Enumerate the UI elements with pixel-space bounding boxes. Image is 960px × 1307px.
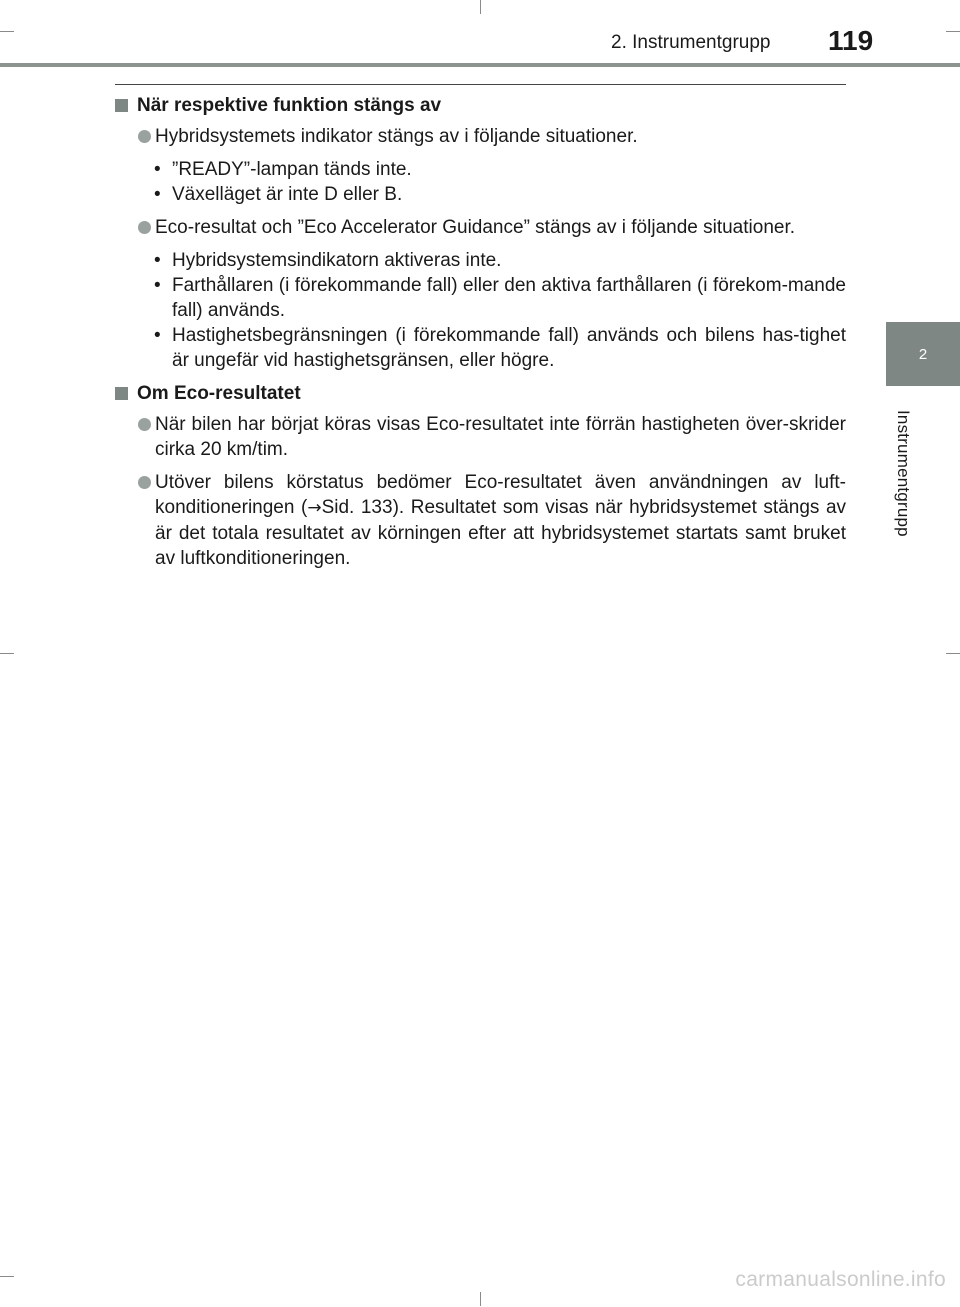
sub-list bbox=[115, 248, 846, 373]
sub-list-item-text: Hastighetsbegränsningen (i förekommande fall) används och bilens has-tighet är ungefär vid hastighetsgränsen, eller högre. bbox=[172, 325, 846, 371]
sub-list-item-text: Växelläget är inte D eller B. bbox=[172, 184, 403, 205]
section-heading bbox=[115, 93, 846, 118]
sub-list bbox=[115, 157, 846, 207]
list-item-text-start: Utöver bilens körstatus bedömer Eco-resultatet även användningen av luft-konditioneringen ( bbox=[155, 472, 846, 518]
header-rule bbox=[0, 63, 960, 67]
sub-list-item-text: Farthållaren (i förekommande fall) eller den aktiva farthållaren (i förekom-mande fall) används. bbox=[172, 275, 846, 321]
crop-mark bbox=[0, 653, 14, 654]
circle-bullet-icon bbox=[138, 476, 151, 489]
section-heading-text: När respektive funktion stängs av bbox=[137, 95, 442, 116]
sub-list-item bbox=[115, 157, 846, 182]
sub-list-item-text: ”READY”-lampan tänds inte. bbox=[172, 159, 412, 180]
crop-mark bbox=[0, 31, 14, 32]
sub-list-item bbox=[115, 323, 846, 373]
sub-list-item bbox=[115, 273, 846, 323]
section-title: 2. Instrumentgrupp bbox=[611, 32, 771, 53]
chapter-tab-number: 2 bbox=[918, 346, 928, 363]
chapter-tab[interactable] bbox=[886, 322, 960, 386]
sub-list-item bbox=[115, 182, 846, 207]
list-item-text: Hybridsystemets indikator stängs av i följande situationer. bbox=[155, 126, 638, 147]
circle-bullet-icon bbox=[138, 221, 151, 234]
crop-mark bbox=[480, 0, 481, 14]
bullet-icon: • bbox=[154, 159, 161, 180]
bullet-icon: • bbox=[154, 250, 161, 271]
section-heading-text: Om Eco-resultatet bbox=[137, 383, 301, 404]
bullet-icon: • bbox=[154, 325, 161, 346]
watermark: carmanualsonline.info bbox=[735, 1268, 946, 1291]
circle-bullet-icon bbox=[138, 130, 151, 143]
page-content bbox=[115, 93, 846, 579]
page-number: 119 bbox=[828, 25, 874, 56]
chapter-tab-label: Instrumentgrupp bbox=[894, 410, 913, 537]
crop-mark bbox=[0, 1276, 14, 1277]
bullet-icon: • bbox=[154, 184, 161, 205]
crop-mark bbox=[480, 1292, 481, 1306]
list-item bbox=[115, 412, 846, 462]
crop-mark bbox=[946, 653, 960, 654]
list-item bbox=[115, 215, 846, 240]
page-reference-link[interactable]: Sid. 133). Resultatet som visas när hybridsystemet stängs av är det totala resultatet av körningen efter att hybridsystemet startats samt bruket av luftkonditioneringen. bbox=[155, 497, 847, 569]
list-item-text: Eco-resultat och ”Eco Accelerator Guidance” stängs av i följande situationer. bbox=[155, 217, 796, 238]
arrow-right-icon: → bbox=[307, 498, 322, 518]
list-item bbox=[115, 470, 846, 571]
bullet-icon: • bbox=[154, 275, 161, 296]
crop-mark bbox=[946, 31, 960, 32]
sub-list-item-text: Hybridsystemsindikatorn aktiveras inte. bbox=[172, 250, 502, 271]
list-item-text: När bilen har börjat köras visas Eco-resultatet inte förrän hastigheten över-skrider cirka 20 km/tim. bbox=[155, 414, 846, 460]
section-heading bbox=[115, 381, 846, 406]
content-rule bbox=[115, 84, 846, 85]
list-item bbox=[115, 124, 846, 149]
square-bullet-icon bbox=[115, 99, 128, 112]
sub-list-item bbox=[115, 248, 846, 273]
circle-bullet-icon bbox=[138, 418, 151, 431]
square-bullet-icon bbox=[115, 387, 128, 400]
